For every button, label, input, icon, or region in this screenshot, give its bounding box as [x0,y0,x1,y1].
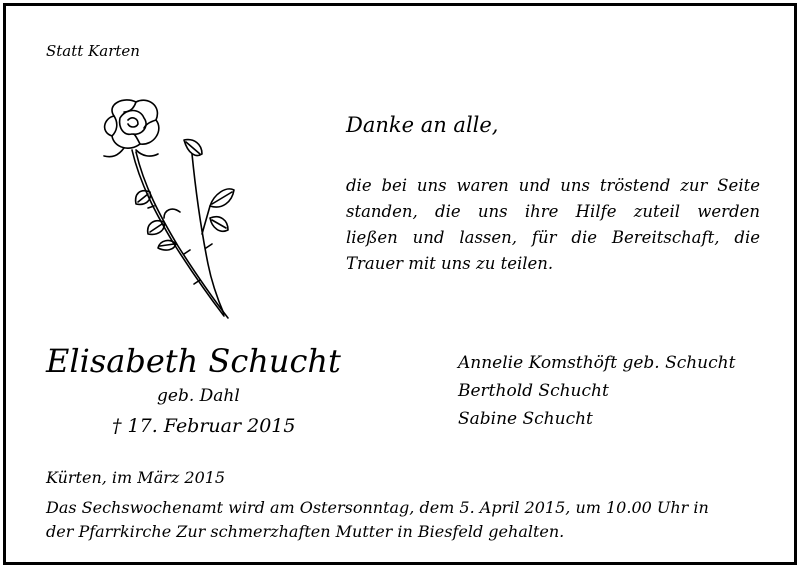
thanks-line: ließen und lassen, für die Bereitschaft, die [346,228,760,247]
thanks-line: die bei uns waren und uns tröstend zur Seite [346,176,760,195]
rose-icon [84,94,254,324]
obituary-card [3,3,797,565]
place-date: Kürten, im März 2015 [46,468,226,487]
service-notice [46,496,766,544]
family-member: Berthold Schucht [458,381,609,401]
family-list [458,349,735,433]
death-date: † 17. Februar 2015 [112,415,296,437]
thanks-line: standen, die uns ihre Hilfe zuteil werden [346,202,760,221]
deceased-name: Elisabeth Schucht [46,342,341,380]
service-notice-line: Das Sechswochenamt wird am Ostersonntag, dem 5. April 2015, um 10.00 Uhr in [46,498,709,517]
family-member: Sabine Schucht [458,409,593,429]
family-member: Annelie Komsthöft geb. Schucht [458,353,736,373]
service-notice-line: der Pfarrkirche Zur schmerzhaften Mutter in Biesfeld gehalten. [46,522,565,541]
statt-karten-note: Statt Karten [46,42,140,60]
thanks-line: Trauer mit uns zu teilen. [346,254,554,273]
thanks-heading: Danke an alle, [346,113,499,137]
maiden-name: geb. Dahl [157,386,240,406]
thanks-message [346,173,760,277]
